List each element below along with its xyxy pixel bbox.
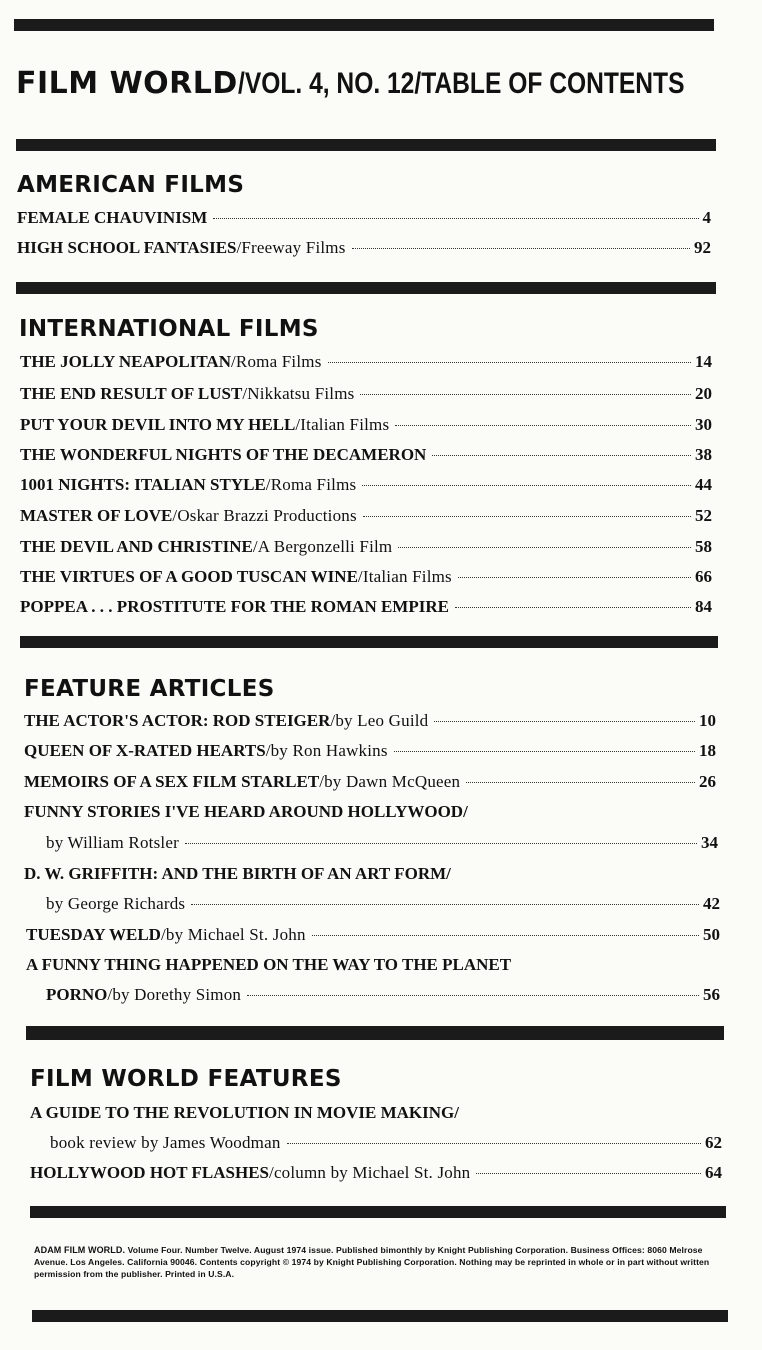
- toc-entry[interactable]: [20, 597, 712, 619]
- leader-dots: [398, 546, 691, 548]
- toc-entry[interactable]: [17, 238, 711, 260]
- leader-dots: [362, 484, 691, 486]
- leader-dots: [312, 934, 699, 936]
- entry-page: 30: [695, 415, 712, 434]
- section-title-american: AMERICAN FILMS: [17, 172, 245, 198]
- entry-subtitle: /by Ron Hawkins: [265, 741, 388, 760]
- toc-entry[interactable]: [17, 208, 711, 230]
- entry-subtitle: /Italian Films: [357, 567, 452, 586]
- entry-title: QUEEN OF X-RATED HEARTS: [24, 741, 266, 760]
- entry-subtitle: /Italian Films: [295, 415, 390, 434]
- entry-page: 14: [695, 352, 712, 371]
- entry-title: TUESDAY WELD: [26, 925, 161, 944]
- entry-page: 50: [703, 925, 720, 944]
- entry-title: MASTER OF LOVE: [20, 506, 173, 525]
- entry-subtitle: /Roma Films: [230, 352, 322, 371]
- entry-page: 26: [699, 772, 716, 791]
- entry-page: 18: [699, 741, 716, 760]
- entry-page: 64: [705, 1163, 722, 1182]
- publication-notice: [34, 1244, 724, 1280]
- entry-title-cont: PORNO: [46, 985, 108, 1004]
- section-title-features: FEATURE ARTICLES: [24, 676, 275, 702]
- leader-dots: [394, 750, 695, 752]
- rule-2: [16, 282, 716, 294]
- entry-title: THE VIRTUES OF A GOOD TUSCAN WINE: [20, 567, 358, 586]
- toc-entry[interactable]: [24, 741, 716, 763]
- rule-4: [26, 1026, 724, 1040]
- entry-title: POPPEA . . . PROSTITUTE FOR THE ROMAN EMPIRE: [20, 597, 449, 616]
- entry-page: 34: [701, 833, 718, 852]
- entry-page: 10: [699, 711, 716, 730]
- entry-subtitle: /Oskar Brazzi Productions: [172, 506, 357, 525]
- leader-dots: [185, 842, 697, 844]
- entry-subtitle: /by Michael St. John: [160, 925, 306, 944]
- entry-page: 92: [694, 238, 711, 257]
- leader-dots: [466, 781, 695, 783]
- leader-dots: [247, 994, 699, 996]
- leader-dots: [395, 424, 691, 426]
- entry-subtitle: book review by James Woodman: [50, 1133, 281, 1152]
- leader-dots: [455, 606, 691, 608]
- entry-title: THE DEVIL AND CHRISTINE: [20, 537, 253, 556]
- section-title-international: INTERNATIONAL FILMS: [19, 316, 319, 342]
- toc-entry[interactable]: [20, 384, 712, 406]
- toc-entry[interactable]: [30, 1163, 722, 1185]
- toc-entry[interactable]: [24, 772, 716, 794]
- toc-entry[interactable]: [46, 833, 718, 855]
- leader-dots: [360, 393, 691, 395]
- entry-title: THE END RESULT OF LUST: [20, 384, 243, 403]
- magazine-name: FILM WORLD: [16, 66, 238, 101]
- toc-entry[interactable]: [20, 537, 712, 559]
- rule-top: [14, 19, 714, 31]
- rule-bottom: [32, 1310, 728, 1322]
- leader-dots: [434, 720, 695, 722]
- page-title: [16, 64, 728, 109]
- entry-subtitle: /by Leo Guild: [330, 711, 429, 730]
- entry-title: FEMALE CHAUVINISM: [17, 208, 208, 227]
- toc-entry[interactable]: [46, 894, 720, 916]
- toc-entry[interactable]: [20, 352, 712, 374]
- entry-page: 62: [705, 1133, 722, 1152]
- entry-page: 44: [695, 475, 712, 494]
- publication-details: Volume Four. Number Twelve. August 1974 issue. Published bimonthly by Knight Publishing Corporation. Business Offices: 8060 Melrose Avenue. Los Angeles. California 90046. Contents copyright © 1974 by Knight Publishing Corporation. Nothing may be reprinted in whole or in part without written permission from the publisher. Printed in U.S.A.: [34, 1245, 710, 1279]
- entry-title: THE WONDERFUL NIGHTS OF THE DECAMERON: [20, 445, 427, 464]
- toc-entry[interactable]: [20, 415, 712, 437]
- entry-page: 52: [695, 506, 712, 525]
- entry-title[interactable]: FUNNY STORIES I'VE HEARD AROUND HOLLYWOOD/: [24, 802, 468, 821]
- entry-title: THE JOLLY NEAPOLITAN: [20, 352, 231, 371]
- entry-page: 42: [703, 894, 720, 913]
- publication-name: ADAM FILM WORLD.: [34, 1245, 126, 1255]
- entry-title: THE ACTOR'S ACTOR: ROD STEIGER: [24, 711, 331, 730]
- entry-subtitle: /A Bergonzelli Film: [252, 537, 393, 556]
- toc-entry[interactable]: [50, 1133, 722, 1155]
- entry-title: HOLLYWOOD HOT FLASHES: [30, 1163, 270, 1182]
- toc-entry[interactable]: [26, 925, 720, 947]
- entry-subtitle: /by Dawn McQueen: [319, 772, 461, 791]
- toc-entry[interactable]: [20, 567, 712, 589]
- leader-dots: [213, 217, 698, 219]
- leader-dots: [458, 576, 691, 578]
- toc-entry[interactable]: [46, 985, 720, 1007]
- toc-entry[interactable]: [20, 445, 712, 467]
- entry-title: PUT YOUR DEVIL INTO MY HELL: [20, 415, 296, 434]
- entry-page: 84: [695, 597, 712, 616]
- entry-page: 4: [702, 208, 711, 227]
- entry-title[interactable]: D. W. GRIFFITH: AND THE BIRTH OF AN ART FORM/: [24, 864, 451, 883]
- toc-entry[interactable]: [20, 506, 712, 528]
- entry-page: 58: [695, 537, 712, 556]
- leader-dots: [328, 361, 691, 363]
- leader-dots: [352, 247, 690, 249]
- issue-heading: /VOL. 4, NO. 12/TABLE OF CONTENTS: [237, 67, 685, 100]
- entry-subtitle: by George Richards: [46, 894, 186, 913]
- entry-title: HIGH SCHOOL FANTASIES: [17, 238, 237, 257]
- leader-dots: [476, 1172, 701, 1174]
- entry-page: 38: [695, 445, 712, 464]
- entry-title: 1001 NIGHTS: ITALIAN STYLE: [20, 475, 266, 494]
- entry-page: 56: [703, 985, 720, 1004]
- toc-entry[interactable]: [20, 475, 712, 497]
- rule-3: [20, 636, 718, 648]
- section-title-film-world-features: FILM WORLD FEATURES: [30, 1066, 342, 1092]
- toc-entry[interactable]: [24, 711, 716, 733]
- entry-subtitle: /by Dorethy Simon: [107, 985, 242, 1004]
- leader-dots: [287, 1142, 701, 1144]
- entry-subtitle: /Roma Films: [265, 475, 357, 494]
- entry-title[interactable]: A FUNNY THING HAPPENED ON THE WAY TO THE PLANET: [26, 955, 512, 974]
- entry-subtitle: /column by Michael St. John: [269, 1163, 471, 1182]
- entry-title[interactable]: A GUIDE TO THE REVOLUTION IN MOVIE MAKING/: [30, 1103, 459, 1122]
- entry-title: MEMOIRS OF A SEX FILM STARLET: [24, 772, 320, 791]
- entry-page: 20: [695, 384, 712, 403]
- rule-5: [30, 1206, 726, 1218]
- entry-subtitle: /Nikkatsu Films: [242, 384, 355, 403]
- leader-dots: [363, 515, 691, 517]
- entry-subtitle: by William Rotsler: [46, 833, 179, 852]
- leader-dots: [432, 454, 691, 456]
- rule-1: [16, 139, 716, 151]
- leader-dots: [191, 903, 699, 905]
- entry-page: 66: [695, 567, 712, 586]
- entry-subtitle: /Freeway Films: [236, 238, 346, 257]
